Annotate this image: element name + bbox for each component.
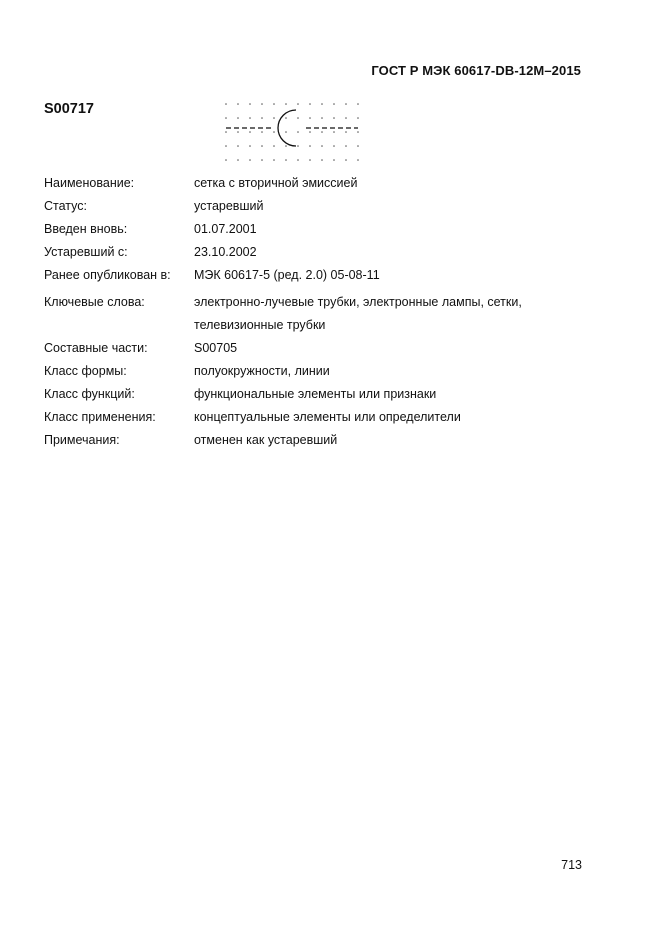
document-header: ГОСТ Р МЭК 60617-DB-12M–2015 (371, 63, 581, 78)
property-label: Введен вновь: (44, 222, 128, 236)
property-value: полуокружности, линии (194, 364, 330, 378)
property-label: Устаревший с: (44, 245, 128, 259)
property-label: Ранее опубликован в: (44, 268, 171, 282)
property-row-published (44, 264, 584, 287)
grid-secondary-emission-symbol-icon (222, 100, 362, 166)
keywords-line-2: телевизионные трубки (194, 318, 326, 332)
property-row-name (44, 172, 584, 195)
property-row-parts (44, 337, 584, 360)
property-row-keywords (44, 291, 584, 337)
property-row-introduced (44, 218, 584, 241)
property-value: 01.07.2001 (194, 222, 257, 236)
property-list (44, 172, 584, 452)
property-value: 23.10.2002 (194, 245, 257, 259)
property-row-status (44, 195, 584, 218)
property-label: Класс функций: (44, 387, 135, 401)
property-value: концептуальные элементы или определители (194, 410, 461, 424)
property-value (194, 291, 584, 337)
property-value: S00705 (194, 341, 238, 355)
property-label: Наименование: (44, 176, 135, 190)
property-label: Класс формы: (44, 364, 127, 378)
keywords-line-1: электронно-лучевые трубки, электронные лампы, сетки, (194, 295, 522, 309)
property-value: отменен как устаревший (194, 433, 338, 447)
property-label: Составные части: (44, 341, 148, 355)
property-value: сетка с вторичной эмиссией (194, 176, 358, 190)
property-label: Примечания: (44, 433, 120, 447)
property-value: устаревший (194, 199, 264, 213)
property-row-function (44, 383, 584, 406)
property-row-shape (44, 360, 584, 383)
property-row-application (44, 406, 584, 429)
property-value: МЭК 60617-5 (ред. 2.0) 05-08-11 (194, 268, 380, 282)
property-label: Ключевые слова: (44, 295, 145, 309)
symbol-code: S00717 (44, 101, 94, 117)
page-number: 713 (561, 858, 582, 872)
property-row-obsolete (44, 241, 584, 264)
property-label: Статус: (44, 199, 87, 213)
property-value: функциональные элементы или признаки (194, 387, 437, 401)
property-row-notes (44, 429, 584, 452)
property-label: Класс применения: (44, 410, 156, 424)
